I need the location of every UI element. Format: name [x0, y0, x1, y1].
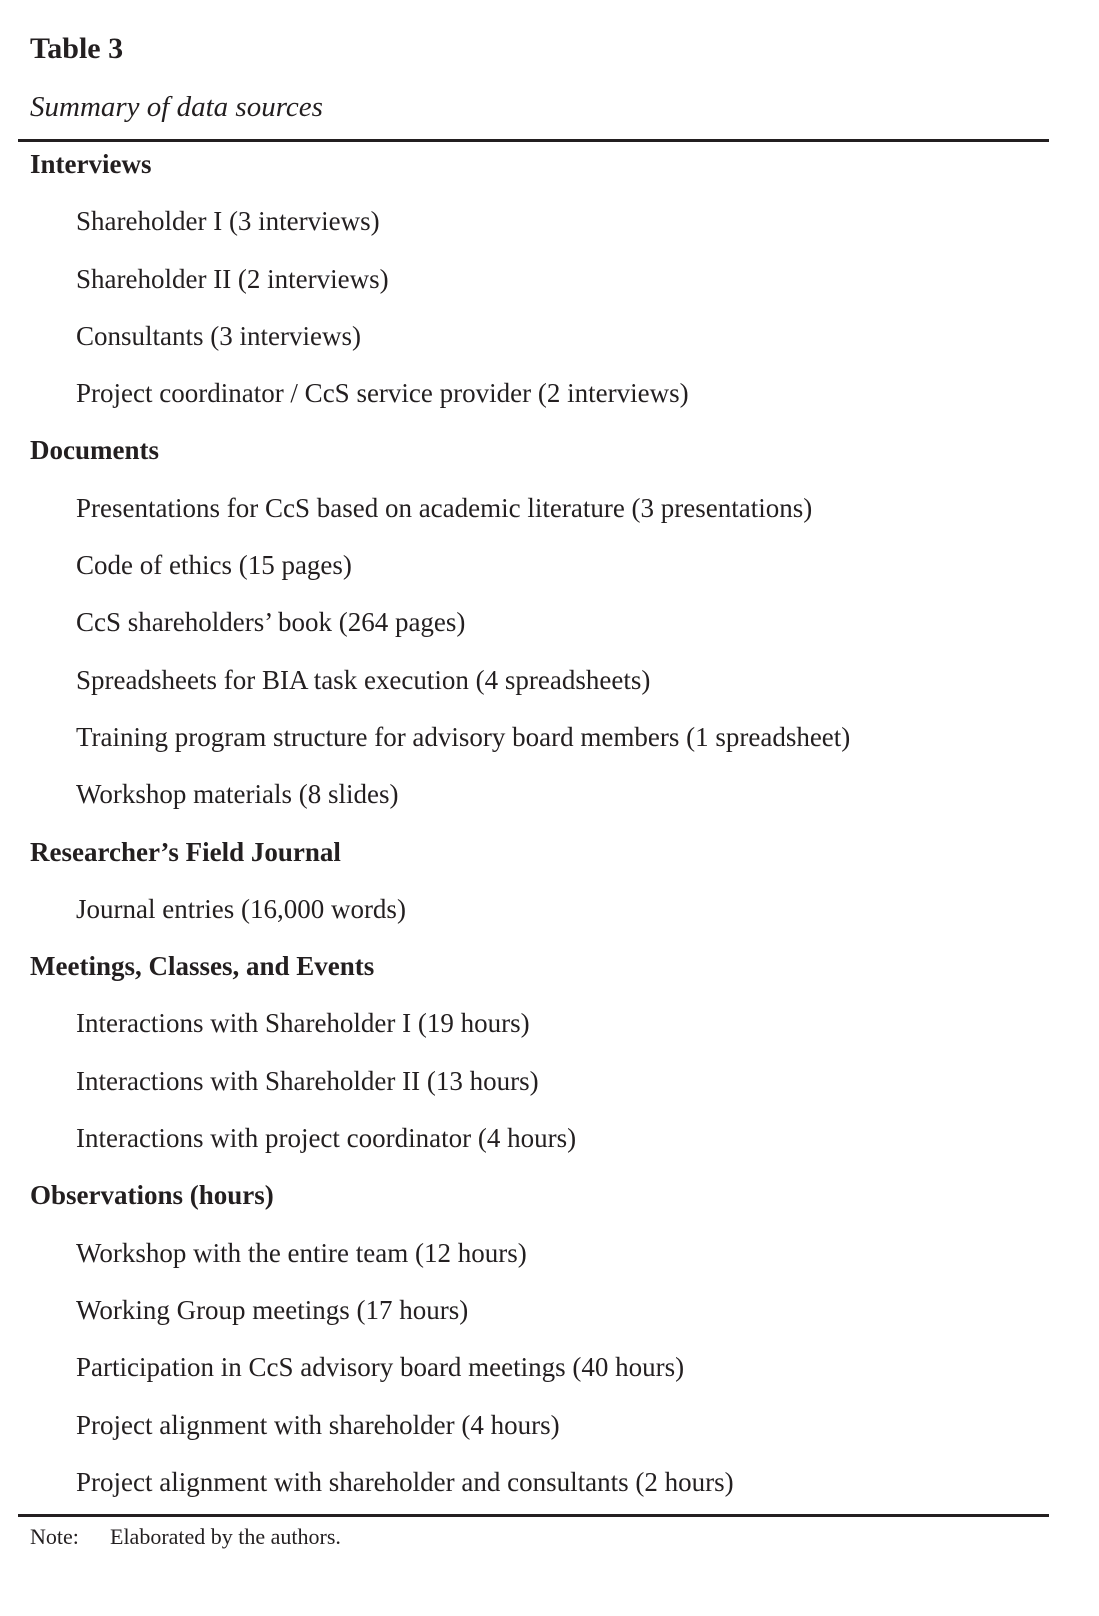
- table-row: Shareholder II (2 interviews): [76, 263, 389, 294]
- table-row: Shareholder I (3 interviews): [76, 206, 380, 237]
- section-heading: Documents: [30, 435, 159, 466]
- table-note: [30, 1524, 341, 1550]
- note-text: Elaborated by the authors.: [110, 1524, 341, 1549]
- table-row: Training program structure for advisory board members (1 spreadsheet): [76, 721, 851, 752]
- table-row: Interactions with project coordinator (4 hours): [76, 1123, 577, 1154]
- table-row: Spreadsheets for BIA task execution (4 spreadsheets): [76, 664, 651, 695]
- table-row: Interactions with Shareholder II (13 hours): [76, 1065, 539, 1096]
- section-heading: Observations (hours): [30, 1180, 274, 1211]
- table-row: Interactions with Shareholder I (19 hours): [76, 1008, 530, 1039]
- table-row: Project coordinator / CcS service provider (2 interviews): [76, 378, 689, 409]
- table-row: Project alignment with shareholder and consultants (2 hours): [76, 1466, 734, 1497]
- table-body: [0, 136, 1099, 1511]
- table-row: CcS shareholders’ book (264 pages): [76, 607, 466, 638]
- table-row: Working Group meetings (17 hours): [76, 1294, 469, 1325]
- table-row: Workshop with the entire team (12 hours): [76, 1237, 527, 1268]
- section-heading: Meetings, Classes, and Events: [30, 951, 375, 982]
- table-row: Workshop materials (8 slides): [76, 779, 399, 810]
- table-row: Consultants (3 interviews): [76, 320, 361, 351]
- table-row: Participation in CcS advisory board meetings (40 hours): [76, 1352, 685, 1383]
- section-heading: Researcher’s Field Journal: [30, 836, 341, 867]
- table-row: Journal entries (16,000 words): [76, 893, 406, 924]
- table-row: Code of ethics (15 pages): [76, 550, 352, 581]
- table-row: Presentations for CcS based on academic literature (3 presentations): [76, 492, 813, 523]
- table-subtitle: Summary of data sources: [30, 91, 323, 123]
- bottom-rule: [18, 1514, 1049, 1517]
- section-heading: Interviews: [30, 149, 152, 179]
- table-row: Project alignment with shareholder (4 hours): [76, 1409, 560, 1440]
- table-title: Table 3: [30, 32, 124, 65]
- note-label: Note:: [30, 1524, 79, 1549]
